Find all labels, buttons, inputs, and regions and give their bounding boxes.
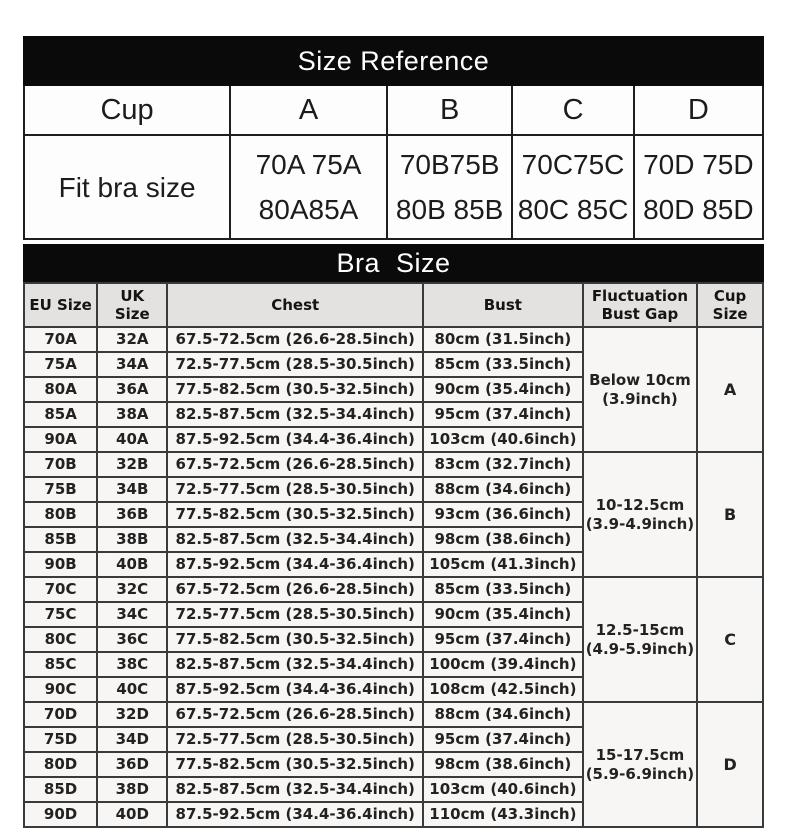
column-header [423, 283, 583, 327]
cup-column-a: A [230, 85, 387, 135]
bust-cell: 110cm (43.3inch) [423, 802, 583, 827]
fluctuation-cell [583, 327, 698, 452]
uk-size-cell: 32D [97, 702, 167, 727]
chest-cell: 82.5-87.5cm (32.5-34.4inch) [167, 652, 423, 677]
fluctuation-line: Below 10cm [589, 370, 691, 389]
fluctuation-line: 10-12.5cm [595, 495, 685, 514]
eu-size-cell: 80A [24, 377, 97, 402]
chest-cell: 67.5-72.5cm (26.6-28.5inch) [167, 327, 423, 352]
eu-size-cell: 85D [24, 777, 97, 802]
column-header-line: Cup [713, 287, 747, 305]
bust-cell: 88cm (34.6inch) [423, 477, 583, 502]
bust-cell: 88cm (34.6inch) [423, 702, 583, 727]
column-header-line: Bust Gap [601, 305, 679, 323]
fit-sizes-line: 80D 85D [643, 194, 754, 225]
cup-size-cell: C [697, 577, 763, 702]
uk-size-cell: 32C [97, 577, 167, 602]
fluctuation-cell [583, 577, 698, 702]
column-header-line: Bust [483, 296, 522, 314]
fluctuation-line: (4.9-5.9inch) [585, 639, 695, 658]
uk-size-cell: 34B [97, 477, 167, 502]
chest-cell: 77.5-82.5cm (30.5-32.5inch) [167, 627, 423, 652]
column-header-line: Fluctuation [591, 287, 689, 305]
uk-size-cell: 38B [97, 527, 167, 552]
bra-size-title: Bra Size [23, 244, 764, 282]
bust-cell: 83cm (32.7inch) [423, 452, 583, 477]
bust-cell: 85cm (33.5inch) [423, 577, 583, 602]
column-header [583, 283, 698, 327]
column-header [697, 283, 763, 327]
fit-sizes-d [634, 135, 763, 239]
bust-cell: 80cm (31.5inch) [423, 327, 583, 352]
eu-size-cell: 90C [24, 677, 97, 702]
chest-cell: 87.5-92.5cm (34.4-36.4inch) [167, 552, 423, 577]
fit-sizes-a [230, 135, 387, 239]
chest-cell: 87.5-92.5cm (34.4-36.4inch) [167, 677, 423, 702]
cup-column-c: C [512, 85, 633, 135]
column-header-line: Size [114, 305, 150, 323]
column-header [167, 283, 423, 327]
fit-sizes-line: 80C 85C [517, 194, 629, 225]
column-header-line: EU Size [29, 296, 92, 314]
eu-size-cell: 75D [24, 727, 97, 752]
uk-size-cell: 32B [97, 452, 167, 477]
cup-column-d: D [634, 85, 763, 135]
uk-size-cell: 40B [97, 552, 167, 577]
eu-size-cell: 85B [24, 527, 97, 552]
table-row [24, 283, 763, 327]
size-reference-table [23, 36, 764, 240]
chest-cell: 72.5-77.5cm (28.5-30.5inch) [167, 727, 423, 752]
table-row [24, 85, 763, 135]
bust-cell: 95cm (37.4inch) [423, 627, 583, 652]
fluctuation-cell [583, 452, 698, 577]
fluctuation-line: 12.5-15cm [595, 620, 685, 639]
bust-cell: 90cm (35.4inch) [423, 377, 583, 402]
cup-size-cell: A [697, 327, 763, 452]
size-chart [23, 36, 764, 828]
uk-size-cell: 38C [97, 652, 167, 677]
bust-cell: 93cm (36.6inch) [423, 502, 583, 527]
chest-cell: 77.5-82.5cm (30.5-32.5inch) [167, 377, 423, 402]
fluctuation-line: 15-17.5cm [595, 745, 685, 764]
uk-size-cell: 40C [97, 677, 167, 702]
eu-size-cell: 75C [24, 602, 97, 627]
cup-size-cell: B [697, 452, 763, 577]
uk-size-cell: 34A [97, 352, 167, 377]
chest-cell: 87.5-92.5cm (34.4-36.4inch) [167, 427, 423, 452]
bust-cell: 100cm (39.4inch) [423, 652, 583, 677]
bra-size-body [24, 327, 763, 827]
table-row [24, 577, 763, 602]
column-header-line: UK [120, 287, 145, 305]
eu-size-cell: 75A [24, 352, 97, 377]
fluctuation-cell [583, 702, 698, 827]
chest-cell: 77.5-82.5cm (30.5-32.5inch) [167, 752, 423, 777]
bust-cell: 98cm (38.6inch) [423, 527, 583, 552]
fit-sizes-c [512, 135, 633, 239]
chest-cell: 67.5-72.5cm (26.6-28.5inch) [167, 702, 423, 727]
uk-size-cell: 36C [97, 627, 167, 652]
table-row [24, 327, 763, 352]
fluctuation-line: (5.9-6.9inch) [585, 764, 695, 783]
fit-sizes-line: 70A 75A [255, 149, 362, 180]
bra-size-table [23, 282, 764, 828]
chest-cell: 82.5-87.5cm (32.5-34.4inch) [167, 527, 423, 552]
eu-size-cell: 80B [24, 502, 97, 527]
eu-size-cell: 90B [24, 552, 97, 577]
bust-cell: 85cm (33.5inch) [423, 352, 583, 377]
chest-cell: 77.5-82.5cm (30.5-32.5inch) [167, 502, 423, 527]
cup-column-b: B [387, 85, 513, 135]
eu-size-cell: 70D [24, 702, 97, 727]
cup-size-cell: D [697, 702, 763, 827]
chest-cell: 87.5-92.5cm (34.4-36.4inch) [167, 802, 423, 827]
uk-size-cell: 34D [97, 727, 167, 752]
bust-cell: 95cm (37.4inch) [423, 402, 583, 427]
chest-cell: 72.5-77.5cm (28.5-30.5inch) [167, 352, 423, 377]
fluctuation-line: (3.9-4.9inch) [585, 514, 695, 533]
table-row [24, 37, 763, 85]
fit-bra-size-label: Fit bra size [24, 135, 230, 239]
column-header-line: Size [712, 305, 748, 323]
table-row [24, 702, 763, 727]
column-header [97, 283, 167, 327]
fluctuation-line: (3.9inch) [602, 389, 678, 408]
uk-size-cell: 36A [97, 377, 167, 402]
column-header [24, 283, 97, 327]
fit-sizes-line: 70C75C [521, 149, 625, 180]
eu-size-cell: 90D [24, 802, 97, 827]
bust-cell: 90cm (35.4inch) [423, 602, 583, 627]
fit-sizes-b [387, 135, 513, 239]
uk-size-cell: 34C [97, 602, 167, 627]
fit-sizes-line: 80B 85B [395, 194, 504, 225]
bust-cell: 98cm (38.6inch) [423, 752, 583, 777]
eu-size-cell: 70C [24, 577, 97, 602]
chest-cell: 82.5-87.5cm (32.5-34.4inch) [167, 777, 423, 802]
eu-size-cell: 90A [24, 427, 97, 452]
chest-cell: 67.5-72.5cm (26.6-28.5inch) [167, 577, 423, 602]
uk-size-cell: 38A [97, 402, 167, 427]
column-header-line: Chest [271, 296, 320, 314]
fit-sizes-line: 70B75B [399, 149, 500, 180]
uk-size-cell: 32A [97, 327, 167, 352]
bust-cell: 95cm (37.4inch) [423, 727, 583, 752]
chest-cell: 72.5-77.5cm (28.5-30.5inch) [167, 477, 423, 502]
eu-size-cell: 80D [24, 752, 97, 777]
size-reference-title: Size Reference [24, 37, 763, 85]
bra-size-header-row [24, 283, 763, 327]
eu-size-cell: 85C [24, 652, 97, 677]
cup-label: Cup [24, 85, 230, 135]
uk-size-cell: 40D [97, 802, 167, 827]
bust-cell: 103cm (40.6inch) [423, 427, 583, 452]
uk-size-cell: 38D [97, 777, 167, 802]
eu-size-cell: 70B [24, 452, 97, 477]
chest-cell: 72.5-77.5cm (28.5-30.5inch) [167, 602, 423, 627]
eu-size-cell: 80C [24, 627, 97, 652]
eu-size-cell: 85A [24, 402, 97, 427]
table-row [24, 452, 763, 477]
fit-sizes-line: 70D 75D [643, 149, 754, 180]
chest-cell: 82.5-87.5cm (32.5-34.4inch) [167, 402, 423, 427]
eu-size-cell: 75B [24, 477, 97, 502]
uk-size-cell: 36D [97, 752, 167, 777]
uk-size-cell: 36B [97, 502, 167, 527]
uk-size-cell: 40A [97, 427, 167, 452]
bust-cell: 108cm (42.5inch) [423, 677, 583, 702]
bust-cell: 103cm (40.6inch) [423, 777, 583, 802]
chest-cell: 67.5-72.5cm (26.6-28.5inch) [167, 452, 423, 477]
fit-sizes-line: 80A85A [258, 194, 359, 225]
eu-size-cell: 70A [24, 327, 97, 352]
bust-cell: 105cm (41.3inch) [423, 552, 583, 577]
table-row [24, 135, 763, 239]
